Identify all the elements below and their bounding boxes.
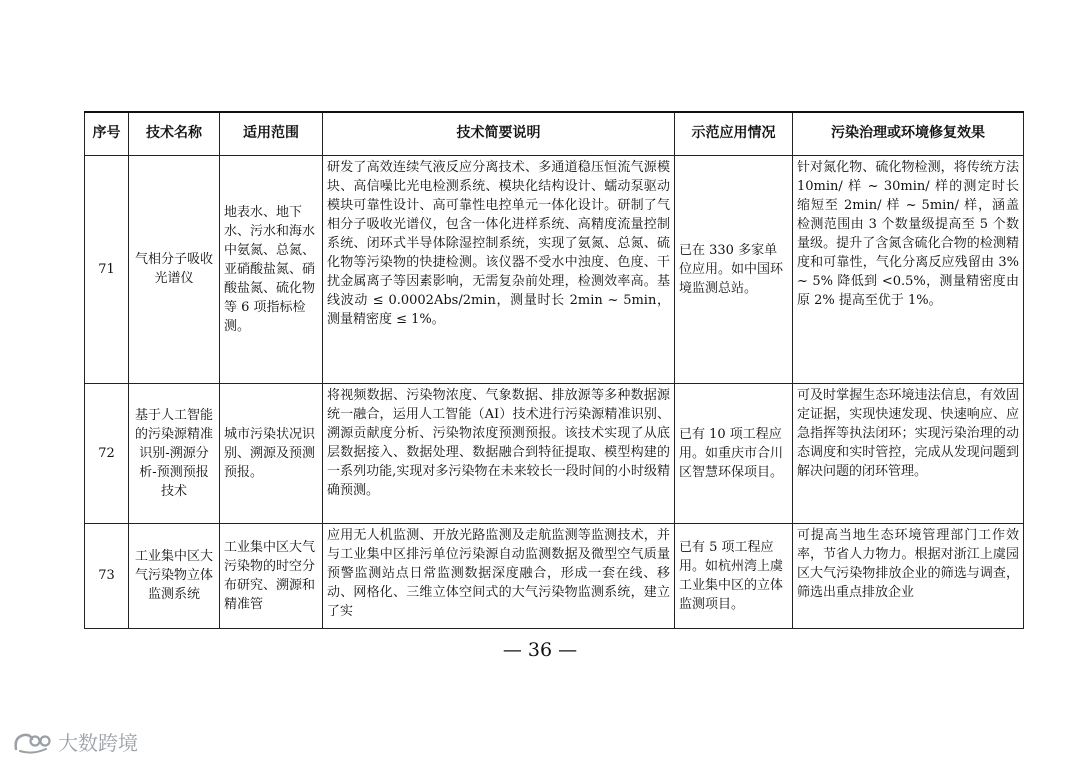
row-number: 71 xyxy=(85,155,129,383)
technology-name: 基于人工智能的污染源精准识别-溯源分析-预测预报技术 xyxy=(129,383,220,523)
demo-application: 已有 10 项工程应用。如重庆市合川区智慧环保项目。 xyxy=(675,383,793,523)
row-number: 73 xyxy=(85,523,129,628)
remediation-effect: 可提高当地生态环境管理部门工作效率，节省人力物力。根据对浙江上虞园区大气污染物排放企业的筛选与调查，筛选出重点排放企业 xyxy=(793,523,1024,628)
application-scope: 工业集中区大气污染物的时空分布研究、溯源和精准管 xyxy=(220,523,323,628)
table-header-row xyxy=(85,112,1024,155)
page-number: — 36 — xyxy=(502,639,578,661)
technology-description: 研发了高效连续气液反应分离技术、多通道稳压恒流气源模块、高信噪比光电检测系统、模块化结构设计、蠕动泵驱动模块可靠性设计、高可靠性电控单元一体化设计。研制了气相分子吸收光谱仪，包含一体化进样系统、高精度流量控制系统、闭环式半导体除湿控制系统，实现了氨氮、总氮、硫化物等污染物的快捷检测。该仪器不受水中浊度、色度、干扰金属离子等因素影响，无需复杂前处理，检测效率高。基线波动 ≤ 0.0002Abs/2min，测量时长 2min ~ 5min，测量精密度 ≤ 1%。 xyxy=(323,155,675,383)
demo-application: 已在 330 多家单位应用。如中国环境监测总站。 xyxy=(675,155,793,383)
technology-description: 应用无人机监测、开放光路监测及走航监测等监测技术，并与工业集中区排污单位污染源自动监测数据及微型空气质量预警监测站点日常监测数据深度融合，形成一套在线、移动、网格化、三维立体空间式的大气污染物监测系统，建立了实 xyxy=(323,523,675,628)
application-scope: 地表水、地下水、污水和海水中氨氮、总氮、亚硝酸盐氮、硝酸盐氮、硫化物等 6 项指标检测。 xyxy=(220,155,323,383)
row-number: 72 xyxy=(85,383,129,523)
remediation-effect: 可及时掌握生态环境违法信息，有效固定证据，实现快速发现、快速响应、应急指挥等执法闭环；实现污染治理的动态调度和实时管控，完成从发现问题到解决问题的闭环管理。 xyxy=(793,383,1024,523)
watermark-logo-icon xyxy=(12,729,52,755)
header-effect: 污染治理或环境修复效果 xyxy=(793,112,1024,155)
technology-name: 气相分子吸收光谱仪 xyxy=(129,155,220,383)
application-scope: 城市污染状况识别、溯源及预测预报。 xyxy=(220,383,323,523)
table-row xyxy=(85,383,1024,523)
technology-description: 将视频数据、污染物浓度、气象数据、排放源等多种数据源统一融合，运用人工智能（AI）技术进行污染源精准识别、溯源贡献度分析、污染物浓度预测预报。该技术实现了从底层数据接入、数据处理、数据融合到特征提取、模型构建的一系列功能,实现对多污染物在未来较长一段时间的小时级精确预测。 xyxy=(323,383,675,523)
demo-application: 已有 5 项工程应用。如杭州湾上虞工业集中区的立体监测项目。 xyxy=(675,523,793,628)
header-name: 技术名称 xyxy=(129,112,220,155)
header-demo: 示范应用情况 xyxy=(675,112,793,155)
header-scope: 适用范围 xyxy=(220,112,323,155)
technology-name: 工业集中区大气污染物立体监测系统 xyxy=(129,523,220,628)
header-description: 技术简要说明 xyxy=(323,112,675,155)
header-no: 序号 xyxy=(85,112,129,155)
table-row xyxy=(85,155,1024,383)
table-row xyxy=(85,523,1024,628)
watermark-text: 大数跨境 xyxy=(58,731,138,755)
remediation-effect: 针对氮化物、硫化物检测，将传统方法 10min/ 样 ~ 30min/ 样的测定时长缩短至 2min/ 样 ~ 5min/ 样，涵盖检测范围由 3 个数量级提高至 5 个数量级。提升了含氮含硫化合物的检测精度和可靠性，气化分离反应残留由 3% ~ 5% 降低到 <0.5%，测量精密度由原 2% 提高至优于 1%。 xyxy=(793,155,1024,383)
technology-table xyxy=(84,111,1024,629)
watermark xyxy=(12,727,138,756)
